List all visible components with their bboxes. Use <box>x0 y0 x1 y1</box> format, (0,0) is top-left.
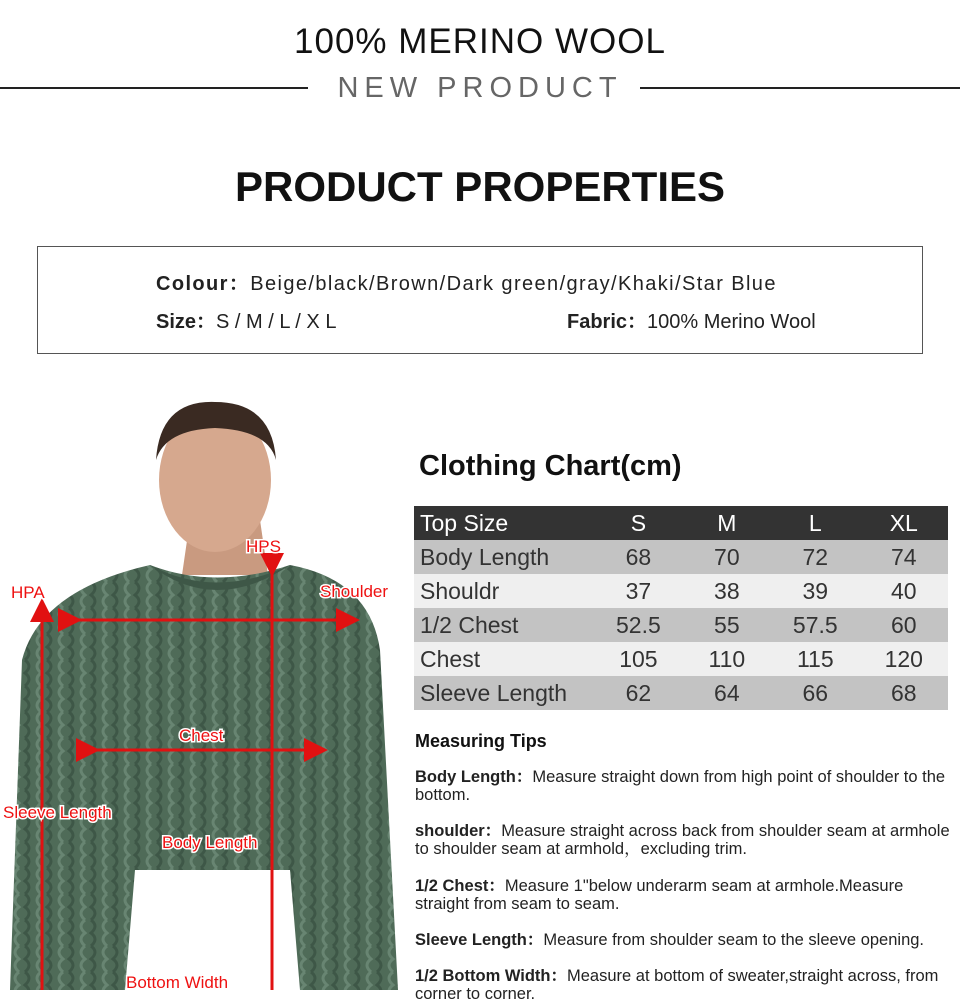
row-label: Body Length <box>414 540 594 574</box>
tip-text: Measure straight across back from shoulder seam at armhole to shoulder seam at armhold，excluding trim. <box>415 822 950 858</box>
colour-label: Colour： <box>156 273 251 295</box>
tip-body-length <box>415 768 950 804</box>
table-row <box>414 642 948 676</box>
header-divider-right <box>640 87 960 89</box>
tip-text: Measure at bottom of sweater,straight across, from corner to corner. <box>415 967 939 1003</box>
row-label: Chest <box>414 642 594 676</box>
tip-text: Measure from shoulder seam to the sleeve opening. <box>543 931 925 949</box>
table-row <box>414 676 948 710</box>
properties-box <box>37 246 923 354</box>
tip-label: 1/2 Chest： <box>415 877 505 895</box>
size-property <box>156 305 336 334</box>
colour-value: Beige/black/Brown/Dark green/gray/Khaki/Star Blue <box>250 273 777 295</box>
sweater <box>10 565 398 990</box>
tip-label: 1/2 Bottom Width： <box>415 967 568 985</box>
table-cell: 70 <box>683 540 771 574</box>
colour-property <box>156 267 777 296</box>
shoulder-label: Shoulder <box>320 582 389 601</box>
bottom-width-label: Bottom Width <box>126 973 229 992</box>
properties-title: PRODUCT PROPERTIES <box>234 163 726 210</box>
model-photo <box>0 400 400 990</box>
header-cell: S <box>594 506 682 540</box>
tip-half-chest <box>415 877 950 913</box>
fabric-label: Fabric： <box>567 311 648 333</box>
measuring-tips-title: Measuring Tips <box>415 731 547 751</box>
header-cell: XL <box>860 506 948 540</box>
table-row <box>414 608 948 642</box>
body-length-label: Body Length <box>162 833 258 852</box>
header-cell: Top Size <box>414 506 594 540</box>
tip-bottom-width <box>415 967 950 1003</box>
tip-text: Measure 1"below underarm seam at armhole.Measure straight from seam to seam. <box>415 877 904 913</box>
table-cell: 60 <box>860 608 948 642</box>
table-cell: 40 <box>860 574 948 608</box>
table-cell: 37 <box>594 574 682 608</box>
row-label: 1/2 Chest <box>414 608 594 642</box>
table-cell: 105 <box>594 642 682 676</box>
table-cell: 66 <box>771 676 859 710</box>
tip-sleeve-length <box>415 931 950 949</box>
hpa-label: HPA <box>11 583 45 602</box>
sleeve-length-label: Sleeve Length <box>3 803 112 822</box>
size-label: Size： <box>156 311 217 333</box>
table-cell: 115 <box>771 642 859 676</box>
table-cell: 55 <box>683 608 771 642</box>
table-cell: 72 <box>771 540 859 574</box>
tip-shoulder <box>415 822 950 858</box>
table-cell: 39 <box>771 574 859 608</box>
table-cell: 57.5 <box>771 608 859 642</box>
table-cell: 74 <box>860 540 948 574</box>
table-cell: 110 <box>683 642 771 676</box>
header-cell: L <box>771 506 859 540</box>
table-row <box>414 540 948 574</box>
tip-label: shoulder： <box>415 822 502 840</box>
table-cell: 68 <box>860 676 948 710</box>
row-label: Sleeve Length <box>414 676 594 710</box>
table-cell: 62 <box>594 676 682 710</box>
size-value: S / M / L / X L <box>216 311 337 333</box>
header-cell: M <box>683 506 771 540</box>
fabric-value: 100% Merino Wool <box>647 311 816 333</box>
size-chart-header-row <box>414 506 948 540</box>
table-cell: 38 <box>683 574 771 608</box>
size-chart-table <box>414 506 948 710</box>
table-cell: 120 <box>860 642 948 676</box>
clothing-chart-title: Clothing Chart(cm) <box>419 450 682 482</box>
table-cell: 52.5 <box>594 608 682 642</box>
table-cell: 64 <box>683 676 771 710</box>
page-subtitle: NEW PRODUCT <box>337 72 623 104</box>
table-row <box>414 574 948 608</box>
tip-label: Sleeve Length： <box>415 931 544 949</box>
fabric-property <box>567 305 816 334</box>
hps-label: HPS <box>246 537 281 556</box>
row-label: Shouldr <box>414 574 594 608</box>
sweater-measurement-illustration <box>0 400 400 990</box>
tip-label: Body Length： <box>415 768 533 786</box>
table-cell: 68 <box>594 540 682 574</box>
chest-label: Chest <box>179 726 224 745</box>
page-title: 100% MERINO WOOL <box>294 22 666 61</box>
tip-text: Measure straight down from high point of shoulder to the bottom. <box>415 768 946 804</box>
